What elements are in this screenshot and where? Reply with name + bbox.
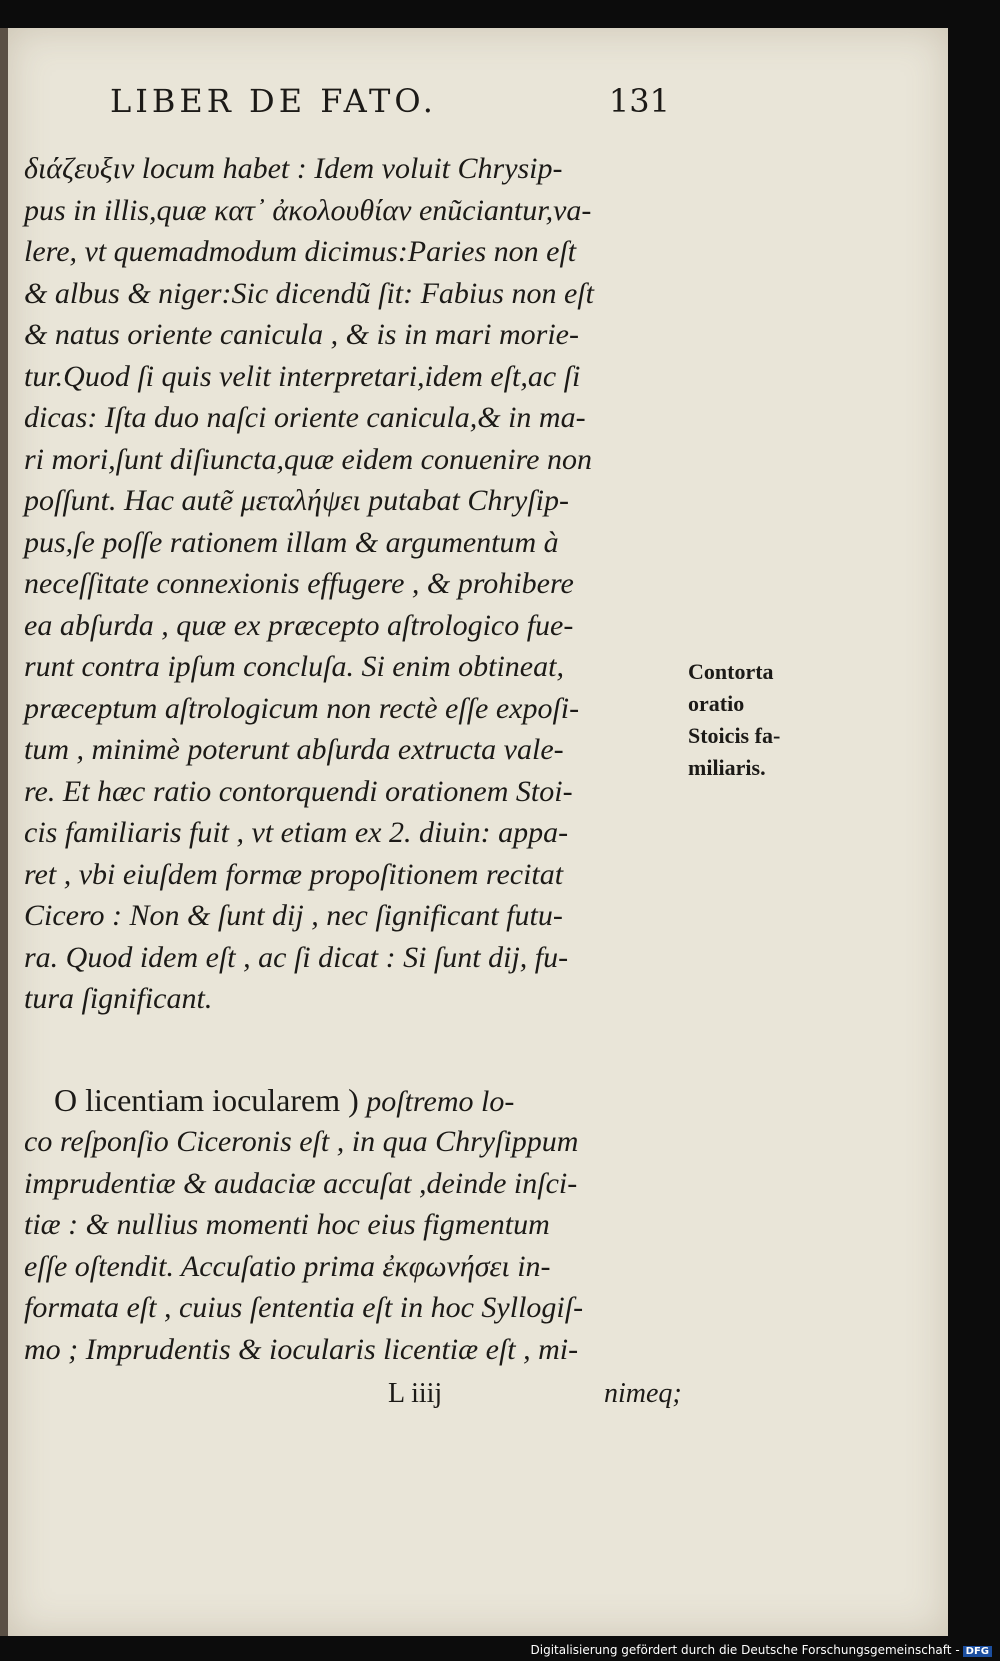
text-line: Cicero : Non & ſunt dij , nec ſignificant futu- [24, 899, 563, 932]
running-title: LIBER DE FATO. [110, 82, 437, 120]
text-line: neceſſitate connexionis effugere , & prohibere [24, 567, 574, 600]
text-line: ea abſurda , quæ ex præcepto aſtrologico fue- [24, 608, 574, 642]
text-line: imprudentiæ & audaciæ accuſat ,deinde inſci- [24, 1166, 578, 1200]
running-header [110, 82, 670, 126]
text-line: co reſponſio Ciceronis eſt , in qua Chryſippum [24, 1125, 579, 1158]
credit-text: Digitalisierung gefördert durch die Deutsche Forschungsgemeinschaft - [530, 1643, 960, 1657]
main-text [24, 148, 674, 1370]
text-line: lere, vt quemadmodum dicimus:Paries non eſt [24, 235, 577, 268]
text-line: διάζευξιν locum habet : Idem voluit Chrysip- [24, 152, 563, 185]
text-line: ri mori,ſunt diſiuncta,quæ eidem conuenire non [24, 442, 592, 476]
signature-mark: L iiij [388, 1378, 443, 1409]
text-line: cis familiaris fuit , vt etiam ex 2. diuin: appa- [24, 816, 569, 849]
text-line: pus,ſe poſſe rationem illam & argumentum à [24, 525, 559, 559]
text-line [24, 1080, 674, 1122]
marginal-note [688, 656, 848, 784]
text-line: & albus & niger:Sic dicendũ ſit: Fabius non eſt [24, 276, 594, 310]
margin-line: oratio [688, 691, 745, 716]
text-line: ret , vbi eiuſdem formæ propoſitionem recitat [24, 857, 564, 891]
page-number: 131 [608, 82, 670, 120]
text-line: tura ſignificant. [24, 982, 213, 1015]
margin-line: Contorta [688, 659, 774, 684]
digitization-credit [531, 1643, 993, 1657]
text-line: eſſe oſtendit. Accuſatio prima ἐκφωνήσει in- [24, 1249, 551, 1283]
text-line: ra. Quod idem eſt , ac ſi dicat : Si ſunt dij, fu- [24, 940, 569, 974]
text-line: tiæ : & nullius momenti hoc eius figmentum [24, 1208, 550, 1241]
text-fragment: poſtremo lo- [358, 1084, 515, 1118]
text-line: re. Et hæc ratio contorquendi orationem Stoi- [24, 774, 573, 808]
dfg-logo: DFG [963, 1646, 992, 1657]
text-line: præceptum aſtrologicum non rectè eſſe expoſi- [24, 691, 580, 725]
catchword: nimeq; [604, 1378, 682, 1409]
margin-line: miliaris. [688, 755, 766, 780]
text-line: tur.Quod ſi quis velit interpretari,idem eſt,ac ſi [24, 359, 581, 393]
text-line: runt contra ipſum concluſa. Si enim obtineat, [24, 650, 564, 683]
margin-line: Stoicis fa- [688, 723, 781, 748]
text-line: poſſunt. Hac autẽ μεταλήψει putabat Chryſip- [24, 484, 569, 517]
book-edge [0, 28, 8, 1636]
text-line: tum , minimè poterunt abſurda extructa vale- [24, 733, 564, 766]
lemma: O licentiam iocularem ) [54, 1081, 359, 1118]
text-line: & natus oriente canicula , & is in mari morie- [24, 318, 579, 351]
text-line: dicas: Iſta duo naſci oriente canicula,& in ma- [24, 401, 586, 434]
text-line: formata eſt , cuius ſententia eſt in hoc Syllogiſ- [24, 1291, 584, 1324]
text-line: pus in illis,quæ κατ᾽ ἀκολουθίαν enũciantur,va- [24, 193, 592, 227]
text-line: mo ; Imprudentis & iocularis licentiæ eſt , mi- [24, 1332, 579, 1366]
